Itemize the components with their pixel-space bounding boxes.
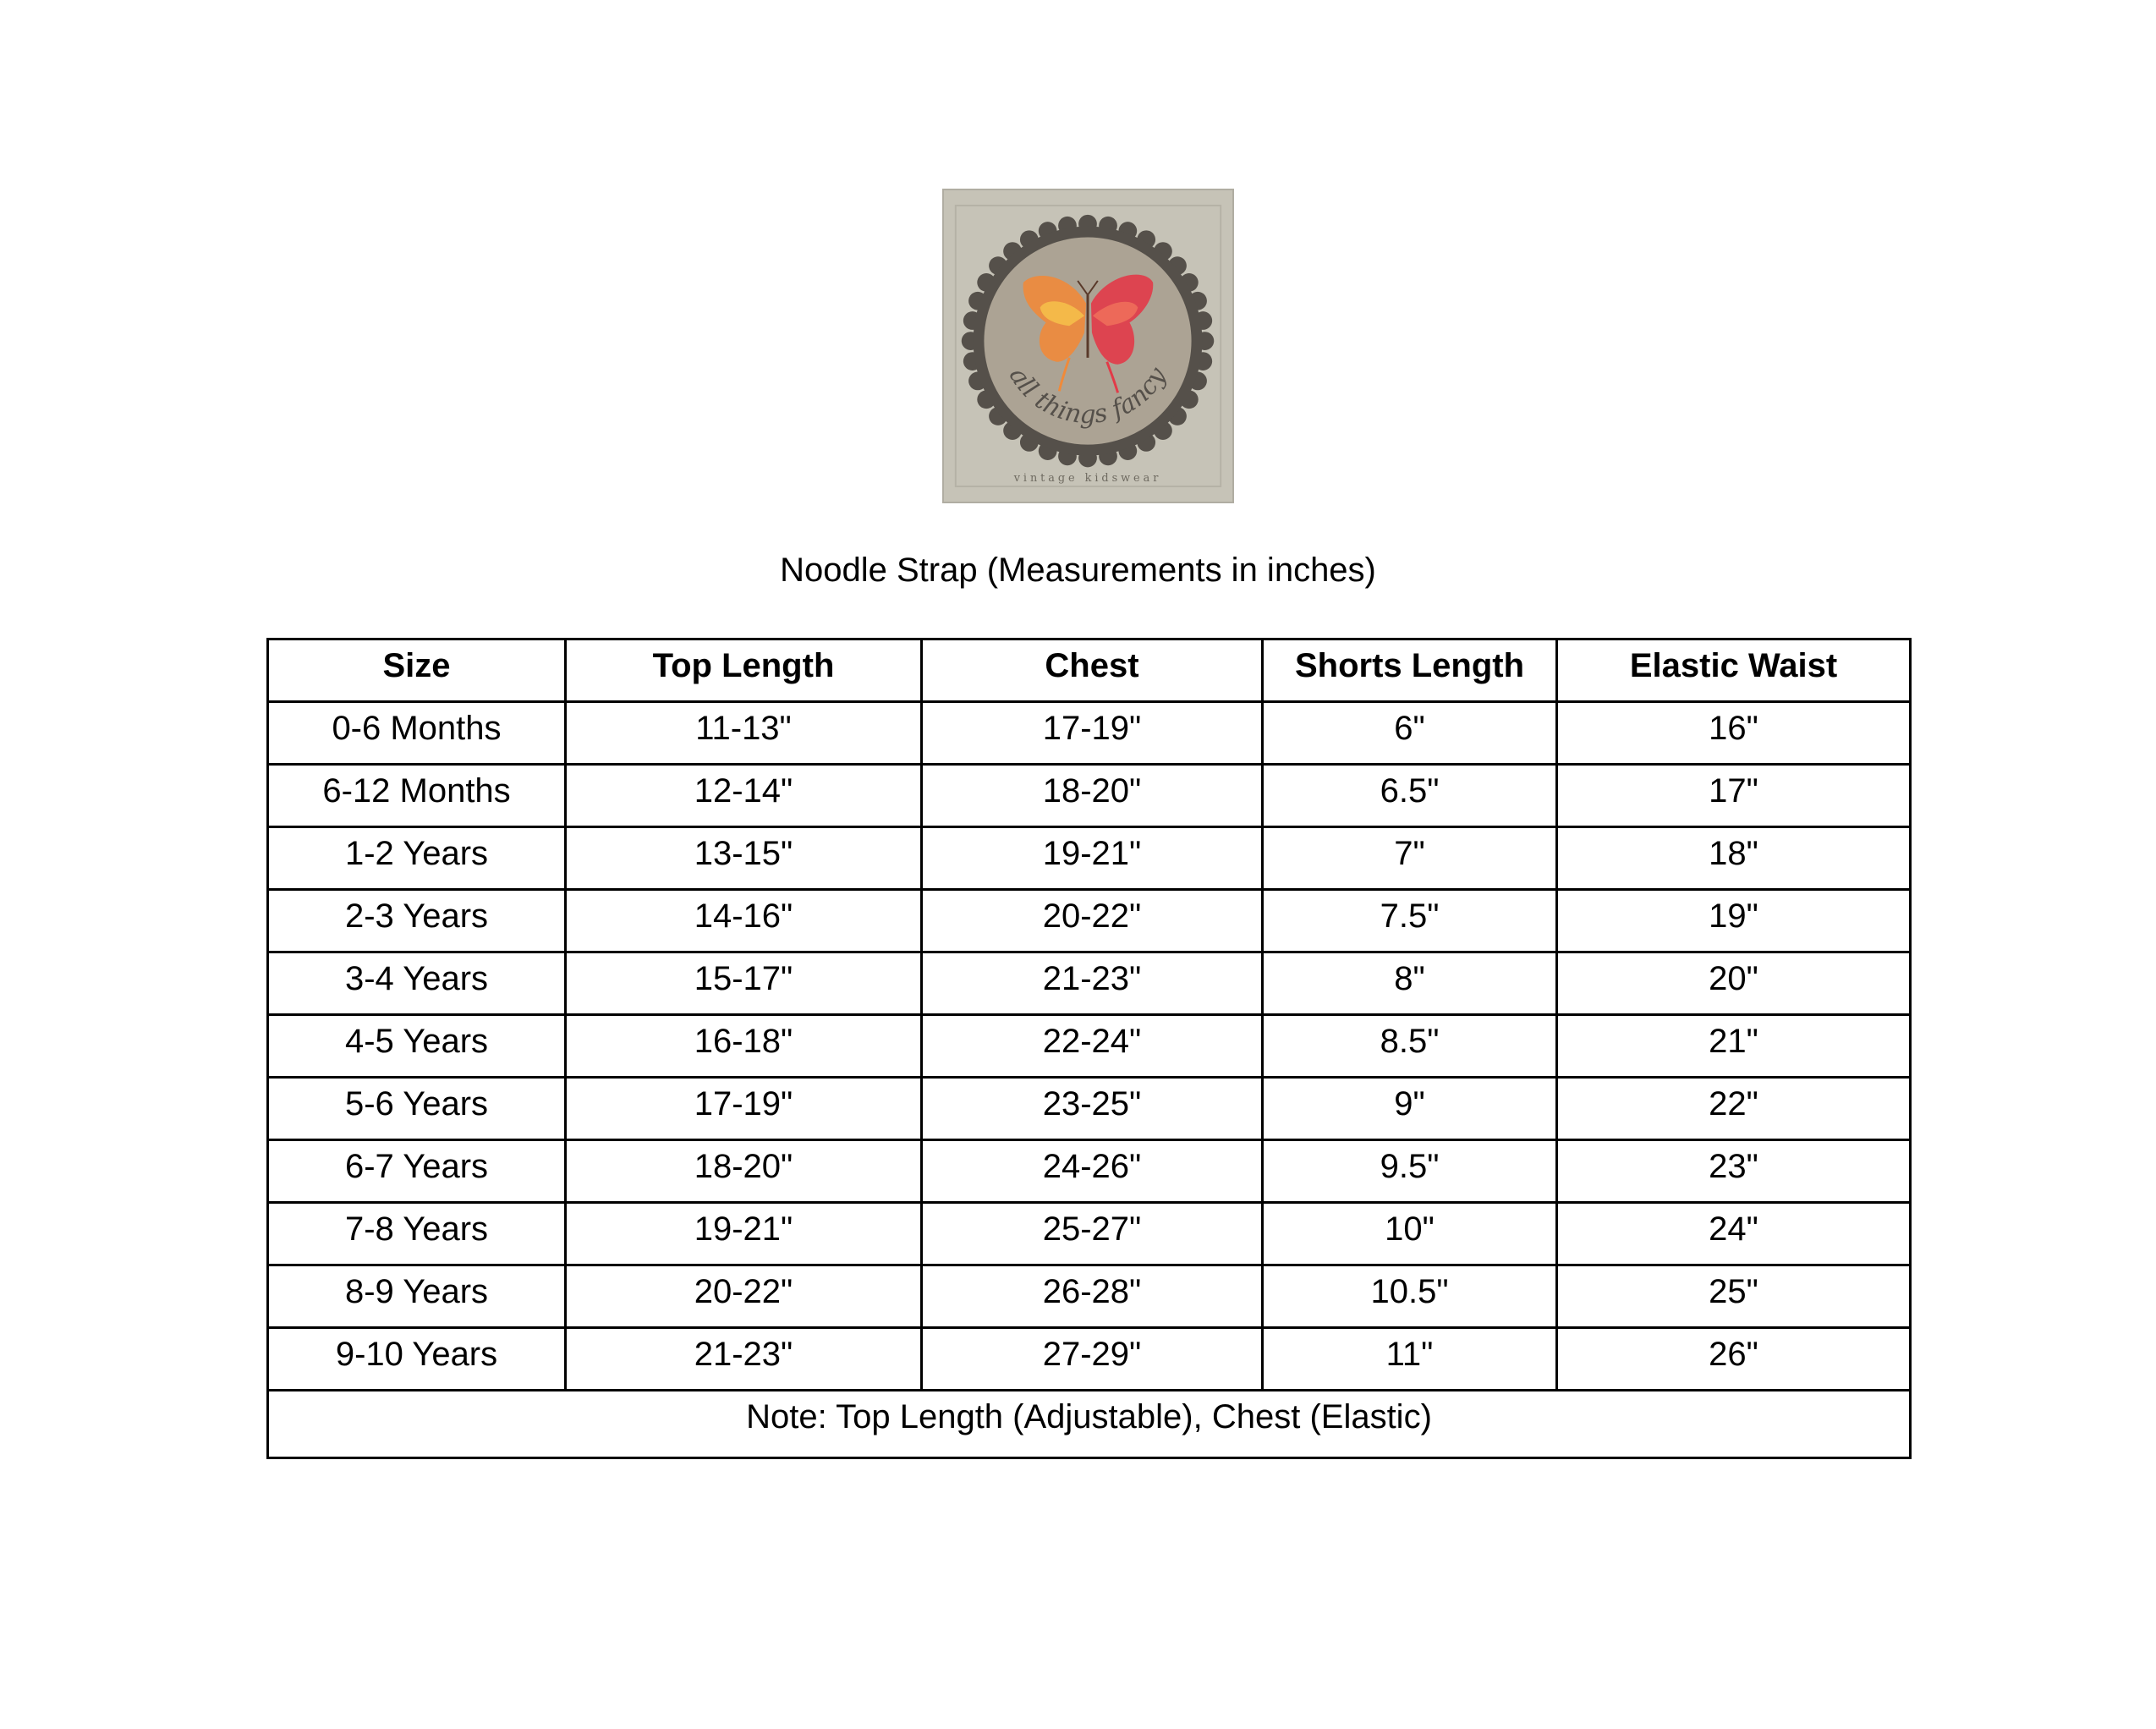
cell-chest: 22-24": [922, 1015, 1263, 1078]
table-row: [268, 890, 1911, 952]
cell-shorts-length: 10": [1263, 1203, 1557, 1265]
cell-elastic-waist: 23": [1557, 1140, 1911, 1203]
cell-top-length: 20-22": [566, 1265, 922, 1328]
cell-top-length: 14-16": [566, 890, 922, 952]
cell-elastic-waist: 22": [1557, 1078, 1911, 1140]
table-row: [268, 1078, 1911, 1140]
cell-chest: 26-28": [922, 1265, 1263, 1328]
cell-shorts-length: 6": [1263, 702, 1557, 765]
cell-top-length: 11-13": [566, 702, 922, 765]
cell-shorts-length: 11": [1263, 1328, 1557, 1391]
header-elastic-waist: Elastic Waist: [1557, 639, 1911, 702]
header-top-length: Top Length: [566, 639, 922, 702]
table-note: Note: Top Length (Adjustable), Chest (Elastic): [268, 1391, 1911, 1458]
table-row: [268, 765, 1911, 827]
cell-chest: 18-20": [922, 765, 1263, 827]
table-row: [268, 702, 1911, 765]
header-size: Size: [268, 639, 566, 702]
cell-elastic-waist: 24": [1557, 1203, 1911, 1265]
cell-top-length: 13-15": [566, 827, 922, 890]
cell-shorts-length: 7.5": [1263, 890, 1557, 952]
cell-size: 8-9 Years: [268, 1265, 566, 1328]
cell-elastic-waist: 21": [1557, 1015, 1911, 1078]
table-row: [268, 827, 1911, 890]
cell-shorts-length: 7": [1263, 827, 1557, 890]
table-header-row: [268, 639, 1911, 702]
table-row: [268, 1140, 1911, 1203]
cell-size: 7-8 Years: [268, 1203, 566, 1265]
logo-graphic: [944, 190, 1232, 502]
cell-elastic-waist: 19": [1557, 890, 1911, 952]
cell-size: 9-10 Years: [268, 1328, 566, 1391]
cell-size: 3-4 Years: [268, 952, 566, 1015]
cell-top-length: 19-21": [566, 1203, 922, 1265]
cell-elastic-waist: 16": [1557, 702, 1911, 765]
cell-top-length: 12-14": [566, 765, 922, 827]
cell-chest: 27-29": [922, 1328, 1263, 1391]
cell-shorts-length: 9": [1263, 1078, 1557, 1140]
cell-elastic-waist: 17": [1557, 765, 1911, 827]
cell-top-length: 15-17": [566, 952, 922, 1015]
cell-chest: 24-26": [922, 1140, 1263, 1203]
cell-shorts-length: 8": [1263, 952, 1557, 1015]
cell-chest: 21-23": [922, 952, 1263, 1015]
size-chart-table: [266, 638, 1912, 1459]
cell-chest: 19-21": [922, 827, 1263, 890]
cell-elastic-waist: 20": [1557, 952, 1911, 1015]
cell-elastic-waist: 25": [1557, 1265, 1911, 1328]
cell-shorts-length: 9.5": [1263, 1140, 1557, 1203]
brand-tagline: vintage kidswear: [1013, 472, 1162, 486]
cell-size: 2-3 Years: [268, 890, 566, 952]
table-row: [268, 1015, 1911, 1078]
table-row: [268, 1265, 1911, 1328]
cell-size: 6-12 Months: [268, 765, 566, 827]
page-title: Noodle Strap (Measurements in inches): [780, 552, 1376, 589]
cell-size: 0-6 Months: [268, 702, 566, 765]
cell-top-length: 21-23": [566, 1328, 922, 1391]
cell-top-length: 16-18": [566, 1015, 922, 1078]
table-row: [268, 1203, 1911, 1265]
cell-top-length: 17-19": [566, 1078, 922, 1140]
cell-elastic-waist: 18": [1557, 827, 1911, 890]
cell-chest: 23-25": [922, 1078, 1263, 1140]
table-row: [268, 1328, 1911, 1391]
header-shorts-length: Shorts Length: [1263, 639, 1557, 702]
cell-top-length: 18-20": [566, 1140, 922, 1203]
cell-size: 1-2 Years: [268, 827, 566, 890]
table-note-row: [268, 1391, 1911, 1458]
cell-elastic-waist: 26": [1557, 1328, 1911, 1391]
table-row: [268, 952, 1911, 1015]
cell-size: 6-7 Years: [268, 1140, 566, 1203]
cell-size: 4-5 Years: [268, 1015, 566, 1078]
cell-chest: 25-27": [922, 1203, 1263, 1265]
cell-chest: 17-19": [922, 702, 1263, 765]
cell-size: 5-6 Years: [268, 1078, 566, 1140]
cell-shorts-length: 10.5": [1263, 1265, 1557, 1328]
cell-shorts-length: 6.5": [1263, 765, 1557, 827]
cell-chest: 20-22": [922, 890, 1263, 952]
brand-name: all things fancy: [1003, 361, 1172, 429]
cell-shorts-length: 8.5": [1263, 1015, 1557, 1078]
brand-logo: [942, 189, 1234, 503]
header-chest: Chest: [922, 639, 1263, 702]
